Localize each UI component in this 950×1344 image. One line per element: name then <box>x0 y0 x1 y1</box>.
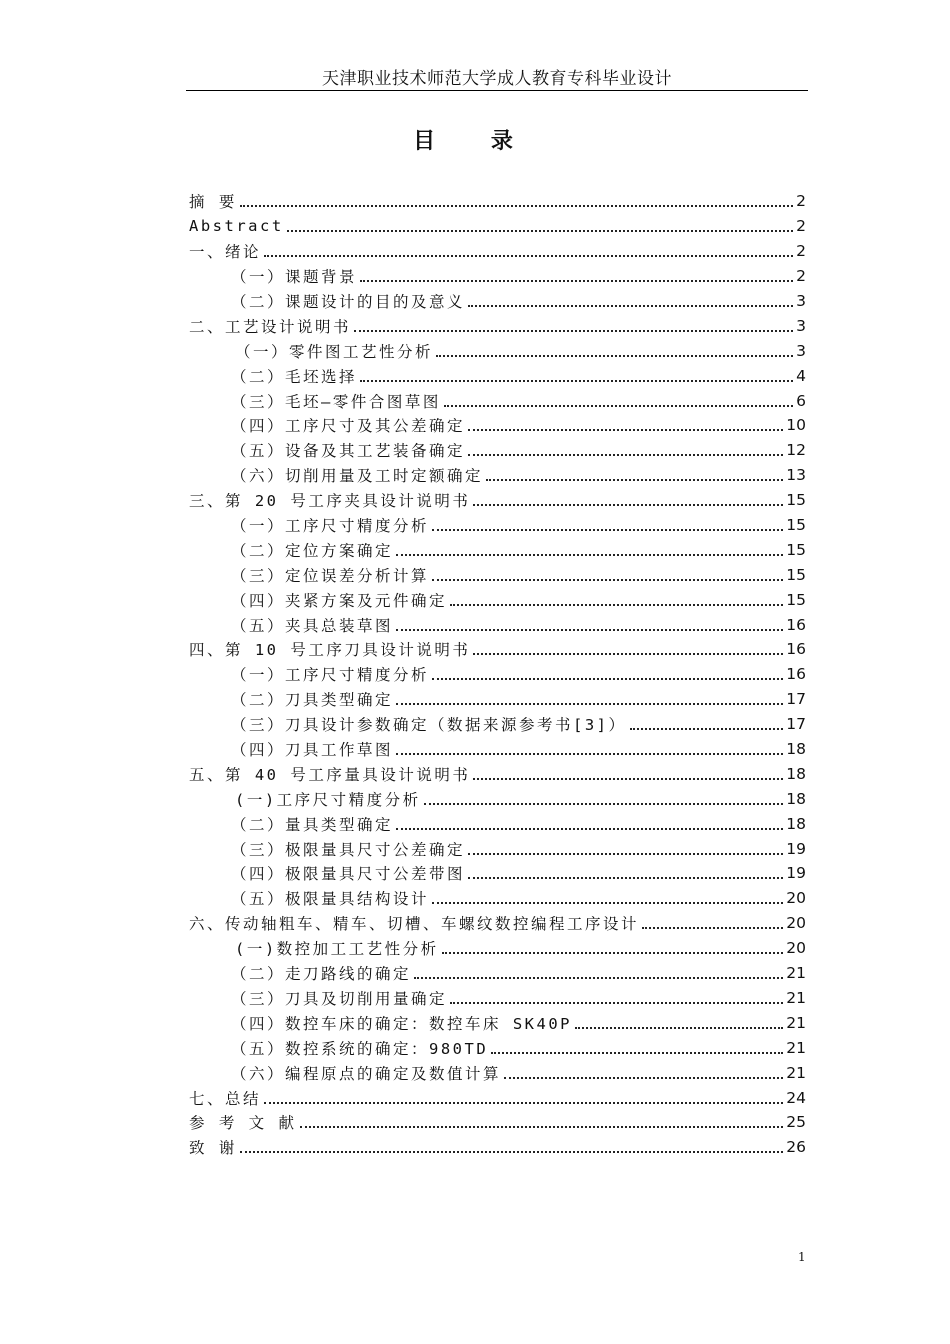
toc-entry-page: 18 <box>786 789 806 808</box>
toc-dot-leader <box>468 429 783 431</box>
toc-entry-label: （二）走刀路线的确定 <box>231 965 412 984</box>
toc-entry-label: 五、第 40 号工序量具设计说明书 <box>189 765 471 784</box>
toc-entry-page: 12 <box>786 441 806 460</box>
toc-dot-leader <box>360 280 793 282</box>
toc-dot-leader <box>354 330 793 332</box>
toc-entry-page: 10 <box>786 416 806 435</box>
toc-subentry[interactable] <box>189 1060 806 1085</box>
toc-entry-label: Abstract <box>189 217 284 236</box>
toc-entry-label: （四）极限量具尺寸公差带图 <box>231 865 466 884</box>
toc-entry-page: 18 <box>786 814 806 833</box>
toc-entry-label: 三、第 20 号工序夹具设计说明书 <box>189 492 471 511</box>
toc-entry-page: 16 <box>786 640 806 659</box>
toc-entry-label: 摘 要 <box>189 193 237 212</box>
toc-dot-leader <box>444 405 793 407</box>
toc-entry-label: (一)工序尺寸精度分析 <box>235 790 421 809</box>
toc-entry-page: 21 <box>786 988 806 1007</box>
toc-entry-label: 一、绪论 <box>189 243 262 262</box>
page-number: 1 <box>798 1250 806 1264</box>
toc-subentry[interactable] <box>189 936 806 961</box>
toc-entry-page: 21 <box>786 1063 806 1082</box>
toc-entry-label: 致 谢 <box>189 1139 237 1158</box>
toc-dot-leader <box>504 1077 783 1079</box>
toc-subentry[interactable] <box>189 836 806 861</box>
toc-dot-leader <box>468 305 793 307</box>
toc-entry-label: （一）工序尺寸精度分析 <box>231 517 430 536</box>
toc-entry[interactable] <box>189 239 806 264</box>
toc-dot-leader <box>436 355 793 357</box>
toc-dot-leader <box>442 952 784 954</box>
toc-subentry[interactable] <box>189 886 806 911</box>
toc-entry-page: 20 <box>786 914 806 933</box>
toc-entry[interactable] <box>189 761 806 786</box>
toc-dot-leader <box>473 504 783 506</box>
toc-entry-label: （二）课题设计的目的及意义 <box>231 293 466 311</box>
toc-entry-label: （三）定位误差分析计算 <box>231 566 430 585</box>
toc-entry-page: 19 <box>786 864 806 883</box>
toc-dot-leader <box>491 1052 783 1054</box>
toc-dot-leader <box>642 927 783 929</box>
toc-entry-label: 四、第 10 号工序刀具设计说明书 <box>189 641 471 660</box>
toc-entry-label: （一）零件图工艺性分析 <box>235 342 434 361</box>
toc-entry-label: （四）数控车床的确定：数控车床 SK40P <box>231 1014 572 1033</box>
toc-dot-leader <box>432 529 783 531</box>
toc-entry-page: 3 <box>796 292 806 310</box>
toc-entry-label: （二）定位方案确定 <box>231 541 394 560</box>
toc-entry[interactable] <box>189 1110 806 1135</box>
toc-entry-page: 4 <box>796 366 806 385</box>
toc-dot-leader <box>240 1151 783 1153</box>
toc-subentry[interactable] <box>189 463 806 488</box>
toc-entry-page: 16 <box>786 665 806 684</box>
document-title: 目 录 <box>413 129 537 154</box>
toc-entry[interactable] <box>189 313 806 338</box>
toc-entry[interactable] <box>189 488 806 513</box>
toc-subentry[interactable] <box>189 1010 806 1035</box>
toc-entry-label: （五）数控系统的确定：980TD <box>231 1039 489 1058</box>
toc-entry-page: 26 <box>786 1138 806 1157</box>
toc-dot-leader <box>424 803 784 805</box>
toc-entry-label: （五）夹具总装草图 <box>231 616 394 635</box>
toc-entry-page: 16 <box>786 615 806 634</box>
toc-dot-leader <box>486 479 783 481</box>
toc-dot-leader <box>360 380 793 382</box>
toc-dot-leader <box>264 1102 783 1104</box>
toc-subentry[interactable] <box>189 587 806 612</box>
toc-dot-leader <box>414 977 783 979</box>
toc-dot-leader <box>630 728 784 730</box>
toc-entry-label: （六）编程原点的确定及数值计算 <box>231 1064 502 1083</box>
toc-subentry[interactable] <box>189 537 806 562</box>
toc-entry-label: 七、总结 <box>189 1089 262 1108</box>
toc-dot-leader <box>432 902 783 904</box>
toc-entry-page: 18 <box>786 764 806 783</box>
toc-entry-label: （二）刀具类型确定 <box>231 691 394 710</box>
toc-entry[interactable] <box>189 214 806 239</box>
toc-entry[interactable] <box>189 1135 806 1160</box>
toc-dot-leader <box>264 255 793 257</box>
toc-entry-label: (一)数控加工工艺性分析 <box>235 940 439 959</box>
toc-entry-page: 20 <box>786 939 806 958</box>
toc-entry-label: （三）毛坯—零件合图草图 <box>231 392 441 411</box>
toc-subentry[interactable] <box>189 338 806 363</box>
toc-subentry[interactable] <box>189 612 806 637</box>
toc-entry[interactable] <box>189 911 806 936</box>
toc-dot-leader <box>473 778 783 780</box>
toc-subentry[interactable] <box>189 861 806 886</box>
header-rule <box>186 90 808 91</box>
toc-subentry[interactable] <box>189 562 806 587</box>
toc-entry-page: 25 <box>786 1113 806 1132</box>
toc-entry-label: （三）刀具及切削用量确定 <box>231 989 448 1008</box>
toc-subentry[interactable] <box>189 662 806 687</box>
toc-dot-leader <box>450 1002 783 1004</box>
toc-entry-page: 15 <box>786 590 806 609</box>
toc-subentry[interactable] <box>189 687 806 712</box>
toc-entry-label: （三）刀具设计参数确定（数据来源参考书[3]） <box>231 716 627 735</box>
toc-entry-label: （二）毛坯选择 <box>231 367 358 386</box>
page-header: 天津职业技术师范大学成人教育专科毕业设计 <box>322 69 672 89</box>
toc-entry-page: 15 <box>786 491 806 510</box>
toc-dot-leader <box>396 554 783 556</box>
toc-subentry[interactable] <box>189 811 806 836</box>
toc-entry-page: 20 <box>786 889 806 908</box>
toc-subentry[interactable] <box>189 289 806 314</box>
toc-dot-leader <box>432 678 783 680</box>
toc-entry-page: 13 <box>786 466 806 485</box>
toc-subentry[interactable] <box>189 961 806 986</box>
toc-entry-label: （三）极限量具尺寸公差确定 <box>231 840 466 859</box>
toc-entry-page: 6 <box>796 391 806 410</box>
toc-entry[interactable] <box>189 637 806 662</box>
toc-entry[interactable] <box>189 1085 806 1110</box>
toc-entry-page: 17 <box>786 715 806 734</box>
toc-dot-leader <box>300 1126 784 1128</box>
toc-entry-label: （六）切削用量及工时定额确定 <box>231 467 484 486</box>
toc-entry-label: （一）课题背景 <box>231 268 358 287</box>
toc-entry-page: 15 <box>786 565 806 584</box>
toc-dot-leader <box>432 579 783 581</box>
toc-entry-page: 21 <box>786 1013 806 1032</box>
toc-subentry[interactable] <box>189 1035 806 1060</box>
toc-dot-leader <box>396 828 783 830</box>
toc-entry-page: 2 <box>796 267 806 286</box>
toc-entry-page: 21 <box>786 1038 806 1057</box>
toc-entry-label: 参 考 文 献 <box>189 1114 297 1133</box>
toc-entry-page: 3 <box>796 341 806 360</box>
toc-entry[interactable] <box>189 189 806 214</box>
toc-dot-leader <box>240 205 793 207</box>
toc-dot-leader <box>396 703 783 705</box>
toc-entry-label: （二）量具类型确定 <box>231 815 394 834</box>
toc-entry-label: （一）工序尺寸精度分析 <box>231 666 430 685</box>
toc-entry-page: 17 <box>786 690 806 709</box>
toc-entry-label: （四）夹紧方案及元件确定 <box>231 591 448 610</box>
toc-entry-page: 21 <box>786 964 806 983</box>
toc-subentry[interactable] <box>189 438 806 463</box>
toc-entry-page: 18 <box>786 740 806 759</box>
toc-dot-leader <box>450 604 783 606</box>
toc-entry-page: 3 <box>796 316 806 335</box>
toc-subentry[interactable] <box>189 986 806 1011</box>
toc-entry-page: 2 <box>796 217 806 236</box>
table-of-contents <box>189 189 806 1160</box>
toc-subentry[interactable] <box>189 264 806 289</box>
toc-dot-leader <box>473 653 783 655</box>
toc-subentry[interactable] <box>189 712 806 737</box>
toc-entry-label: 二、工艺设计说明书 <box>189 317 352 336</box>
toc-subentry[interactable] <box>189 413 806 438</box>
toc-dot-leader <box>287 230 793 232</box>
toc-subentry[interactable] <box>189 786 806 811</box>
toc-entry-label: （五）设备及其工艺装备确定 <box>231 442 466 461</box>
toc-entry-page: 15 <box>786 516 806 535</box>
toc-dot-leader <box>575 1027 783 1029</box>
toc-dot-leader <box>468 853 783 855</box>
toc-entry-label: （五）极限量具结构设计 <box>231 890 430 909</box>
toc-dot-leader <box>396 629 783 631</box>
toc-dot-leader <box>396 753 783 755</box>
toc-entry-page: 19 <box>786 839 806 858</box>
toc-entry-page: 24 <box>786 1088 806 1107</box>
toc-subentry[interactable] <box>189 737 806 762</box>
toc-subentry[interactable] <box>189 388 806 413</box>
toc-entry-page: 2 <box>796 192 806 211</box>
toc-subentry[interactable] <box>189 363 806 388</box>
toc-dot-leader <box>468 877 783 879</box>
toc-entry-label: （四）工序尺寸及其公差确定 <box>231 417 466 436</box>
toc-entry-label: （四）刀具工作草图 <box>231 741 394 760</box>
toc-entry-label: 六、传动轴粗车、精车、切槽、车螺纹数控编程工序设计 <box>189 915 640 934</box>
toc-subentry[interactable] <box>189 513 806 538</box>
toc-entry-page: 2 <box>796 242 806 261</box>
toc-entry-page: 15 <box>786 540 806 559</box>
toc-dot-leader <box>468 454 783 456</box>
